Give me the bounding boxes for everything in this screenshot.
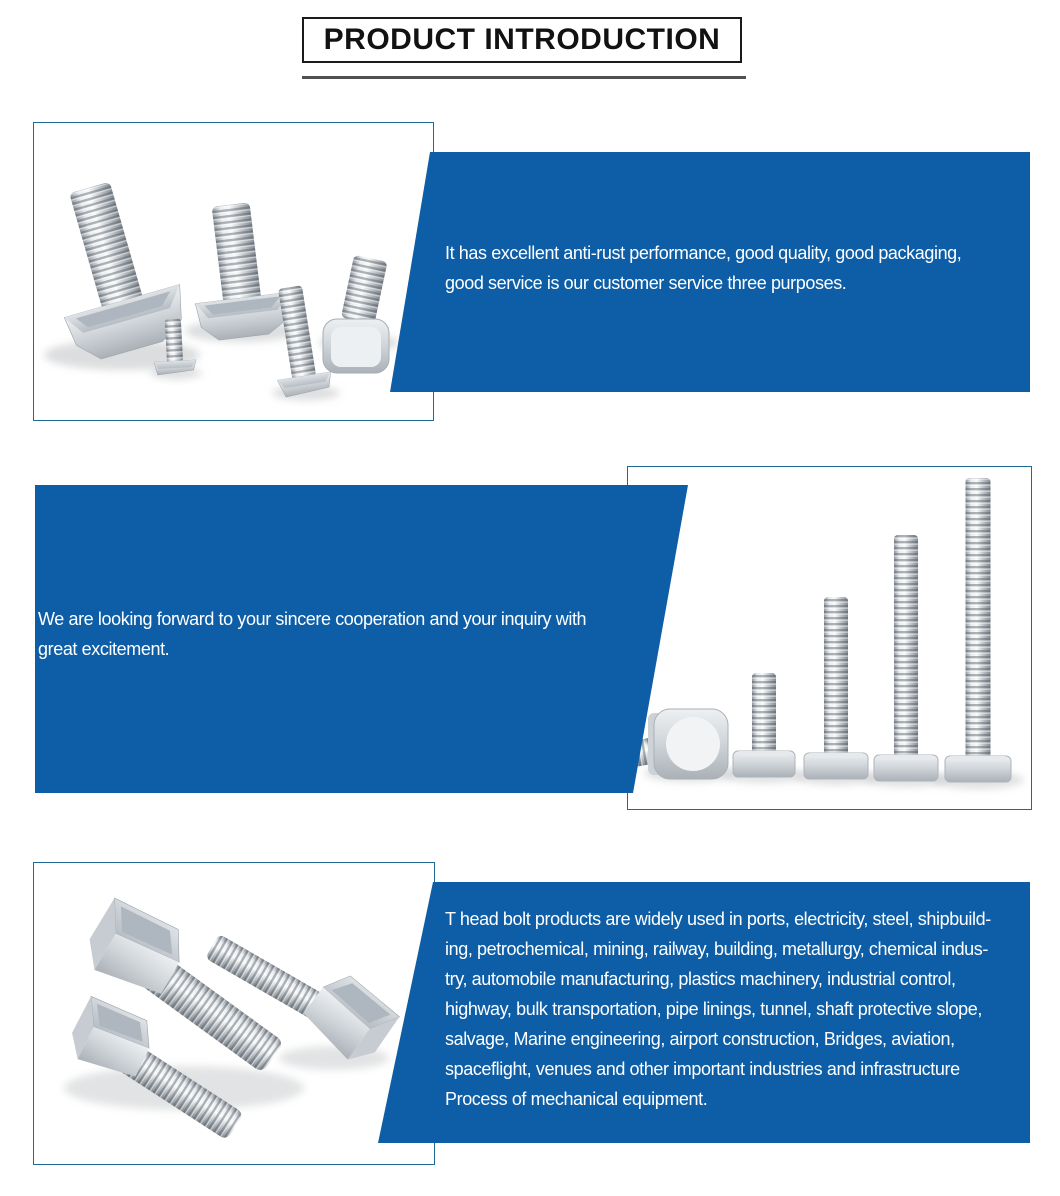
text-line: try, automobile manufacturing, plastics machinery, industrial control,: [445, 969, 956, 989]
text-line: ing, petrochemical, mining, railway, building, metallurgy, chemical indus-: [445, 939, 988, 959]
text-line: It has excellent anti-rust performance, good quality, good packaging,: [445, 243, 962, 263]
tbolt-standing-1: [733, 673, 795, 777]
text-line: We are looking forward to your sincere cooperation and your inquiry with: [38, 609, 587, 629]
tbolt-facing: [323, 255, 389, 373]
text-line: Process of mechanical equipment.: [445, 1089, 708, 1109]
tbolt-standing-2: [804, 597, 868, 779]
text-line: spaceflight, venues and other important industries and infrastructure: [445, 1059, 960, 1079]
tbolt-standing-3: [874, 535, 938, 781]
text-line: salvage, Marine engineering, airport construction, Bridges, aviation,: [445, 1029, 955, 1049]
product-photo-tbolts-lying: [33, 862, 435, 1165]
text-line: good service is our customer service three purposes.: [445, 273, 847, 293]
panel-1-text: [445, 238, 961, 298]
product-photo-assorted-tbolts: [33, 122, 434, 421]
title-box: [302, 17, 742, 63]
panel-2-text: [38, 604, 586, 664]
text-line: great excitement.: [38, 639, 170, 659]
page-title: PRODUCT INTRODUCTION: [323, 23, 721, 56]
text-line: T head bolt products are widely used in ports, electricity, steel, shipbuild-: [445, 909, 991, 929]
tbolt-standing-4: [945, 478, 1011, 782]
tbolt-medium: [184, 199, 294, 342]
panel-3-text: [445, 904, 991, 1114]
text-line: highway, bulk transportation, pipe linings, tunnel, shaft protective slope,: [445, 999, 983, 1019]
product-photo-tbolts-ascending: [627, 466, 1032, 810]
title-underline: [302, 76, 746, 79]
